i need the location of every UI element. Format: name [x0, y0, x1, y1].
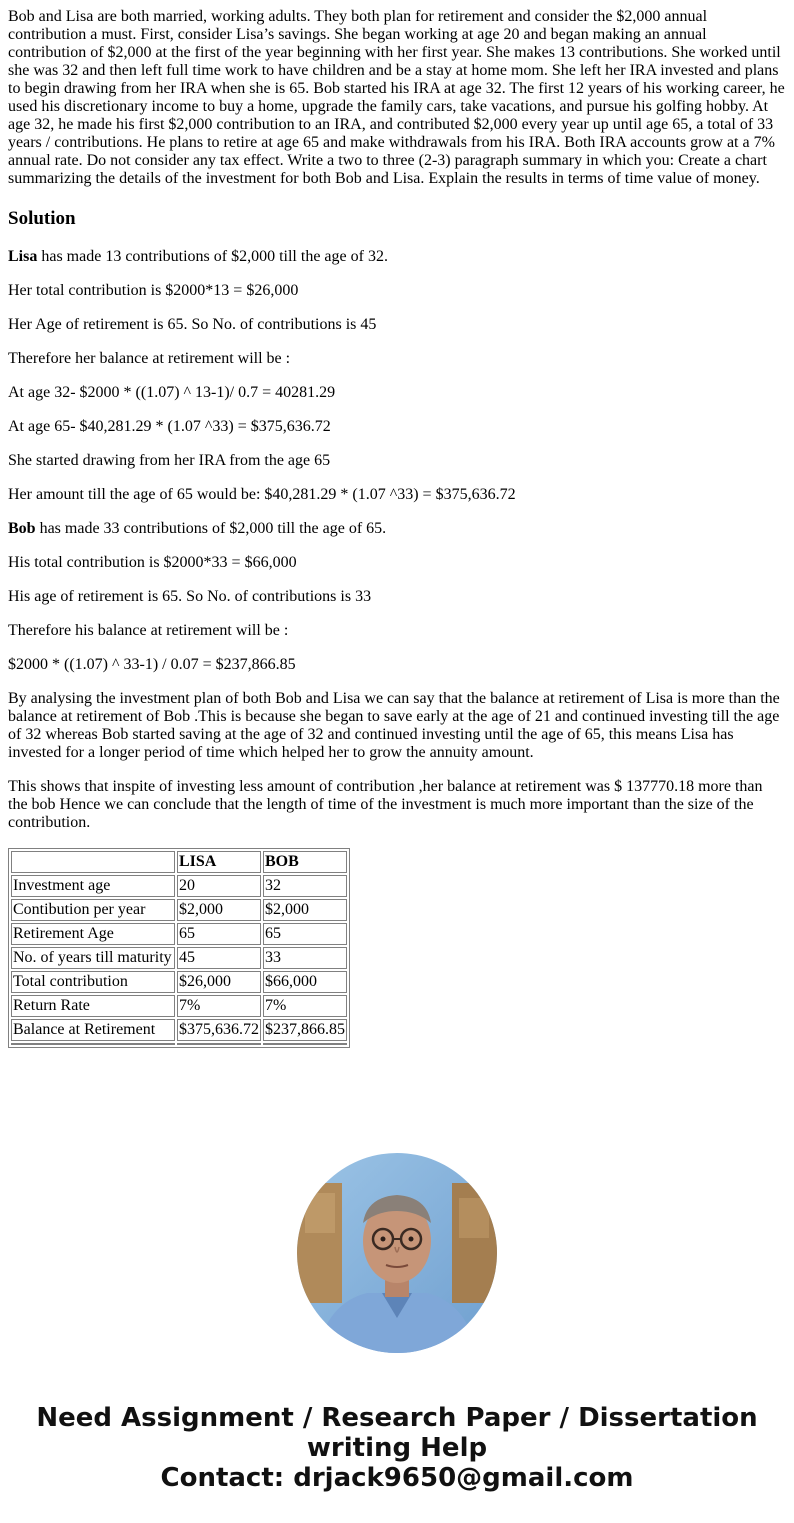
lisa-name: Lisa [8, 248, 38, 265]
lisa-value: 7% [177, 995, 261, 1017]
lisa-value: $375,636.72 [177, 1019, 261, 1041]
lisa-value: 65 [177, 923, 261, 945]
row-label: No. of years till maturity [11, 947, 175, 969]
bob-value: 32 [263, 875, 347, 897]
conclusion-paragraph: This shows that inspite of investing less amount of contribution ,her balance at retirement was $ 137770.18 more than the bob Hence we can conclude that the length of time of the investment is much more important than the size of the contribution. [8, 778, 763, 831]
bob-value: 33 [263, 947, 347, 969]
analysis-paragraph: By analysing the investment plan of both Bob and Lisa we can say that the balance at retirement of Lisa is more than the balance at retirement of Bob .This is because she began to save early at the age of 21 and continued investing till the age of 32 whereas Bob started saving at the age of 32 and continued investing until the age of 65, this means Lisa has invested for a longer period of time which helped her to grow the annuity amount. [8, 690, 780, 761]
row-label: Balance at Retirement [11, 1019, 175, 1041]
lisa-line: At age 32- $2000 * ((1.07) ^ 13-1)/ 0.7 = 40281.29 [8, 384, 336, 401]
lisa-line: Her Age of retirement is 65. So No. of contributions is 45 [8, 316, 377, 333]
row-label: Investment age [11, 875, 175, 897]
table-row [11, 875, 347, 897]
row-label: Retirement Age [11, 923, 175, 945]
bob-intro-text: has made 33 contributions of $2,000 till the age of 65. [35, 520, 387, 537]
table-row [11, 1019, 347, 1041]
bob-line: Therefore his balance at retirement will be : [8, 622, 289, 639]
bob-value: $66,000 [263, 971, 347, 993]
header-cell-lisa [177, 851, 261, 873]
bob-line: $2000 * ((1.07) ^ 33-1) / 0.07 = $237,866.85 [8, 656, 296, 673]
bob-value: 65 [263, 923, 347, 945]
header-lisa-text: LISA [179, 853, 217, 870]
table-row [11, 947, 347, 969]
table-header-row [11, 851, 347, 873]
header-cell-empty [11, 851, 175, 873]
bob-line: His total contribution is $2000*33 = $66,000 [8, 554, 297, 571]
row-label: Return Rate [11, 995, 175, 1017]
lisa-line: At age 65- $40,281.29 * (1.07 ^33) = $375,636.72 [8, 418, 331, 435]
row-label: Contibution per year [11, 899, 175, 921]
lisa-intro [8, 248, 786, 266]
header-cell-bob [263, 851, 347, 873]
lisa-line: She started drawing from her IRA from the age 65 [8, 452, 331, 469]
lisa-value: 45 [177, 947, 261, 969]
lisa-line: Her amount till the age of 65 would be: $40,281.29 * (1.07 ^33) = $375,636.72 [8, 486, 516, 503]
lisa-line: Therefore her balance at retirement will be : [8, 350, 291, 367]
table-row [11, 995, 347, 1017]
question-text: Bob and Lisa are both married, working adults. They both plan for retirement and consider the $2,000 annual contribution a must. First, consider Lisa’s savings. She began working at age 20 and began making an annual contribution of $2,000 at the first of the year beginning with her first year. She makes 13 contributions. She worked until she was 32 and then left full time work to have children and be a stay at home mom. She left her IRA invested and plans to begin drawing from her IRA when she is 65. Bob started his IRA at age 32. The first 12 years of his working career, he used his discretionary income to buy a home, upgrade the family cars, take vacations, and pursue his golfing hobby. At age 32, he made his first $2,000 contribution to an IRA, and contributed $2,000 every year up until age 65, a total of 33 years / contributions. He plans to retire at age 65 and make withdrawals from his IRA. Both IRA accounts grow at a 7% annual rate. Do not consider any tax effect. Write a two to three (2-3) paragraph summary in which you: Create a chart summarizing the details of the investment for both Bob and Lisa. Explain the results in terms of time value of money. [8, 8, 785, 187]
table-row [11, 971, 347, 993]
lisa-line: Her total contribution is $2000*13 = $26,000 [8, 282, 299, 299]
lisa-value: $2,000 [177, 899, 261, 921]
promo-contact: Contact: drjack9650@gmail.com [160, 1463, 634, 1493]
table-row [11, 899, 347, 921]
bob-name: Bob [8, 520, 36, 537]
lisa-value: 20 [177, 875, 261, 897]
solution-heading: Solution [8, 208, 76, 229]
bob-value: $237,866.85 [263, 1019, 347, 1041]
lisa-intro-text: has made 13 contributions of $2,000 till the age of 32. [37, 248, 388, 265]
row-label: Total contribution [11, 971, 175, 993]
summary-table [8, 848, 350, 1048]
bob-intro [8, 520, 786, 538]
document-content [8, 8, 786, 1048]
table-empty-row [11, 1043, 347, 1045]
empty-cell [11, 1043, 175, 1045]
person-photo-icon [297, 1153, 497, 1353]
bob-value: 7% [263, 995, 347, 1017]
author-avatar [297, 1153, 497, 1353]
empty-cell [263, 1043, 347, 1045]
bob-value: $2,000 [263, 899, 347, 921]
header-bob-text: BOB [265, 853, 299, 870]
table-row [11, 923, 347, 945]
promo-banner [0, 1403, 794, 1493]
lisa-value: $26,000 [177, 971, 261, 993]
empty-cell [177, 1043, 261, 1045]
bob-line: His age of retirement is 65. So No. of contributions is 33 [8, 588, 372, 605]
promo-line-1: Need Assignment / Research Paper / Dissertation [36, 1403, 758, 1433]
promo-line-2: writing Help [306, 1433, 488, 1463]
